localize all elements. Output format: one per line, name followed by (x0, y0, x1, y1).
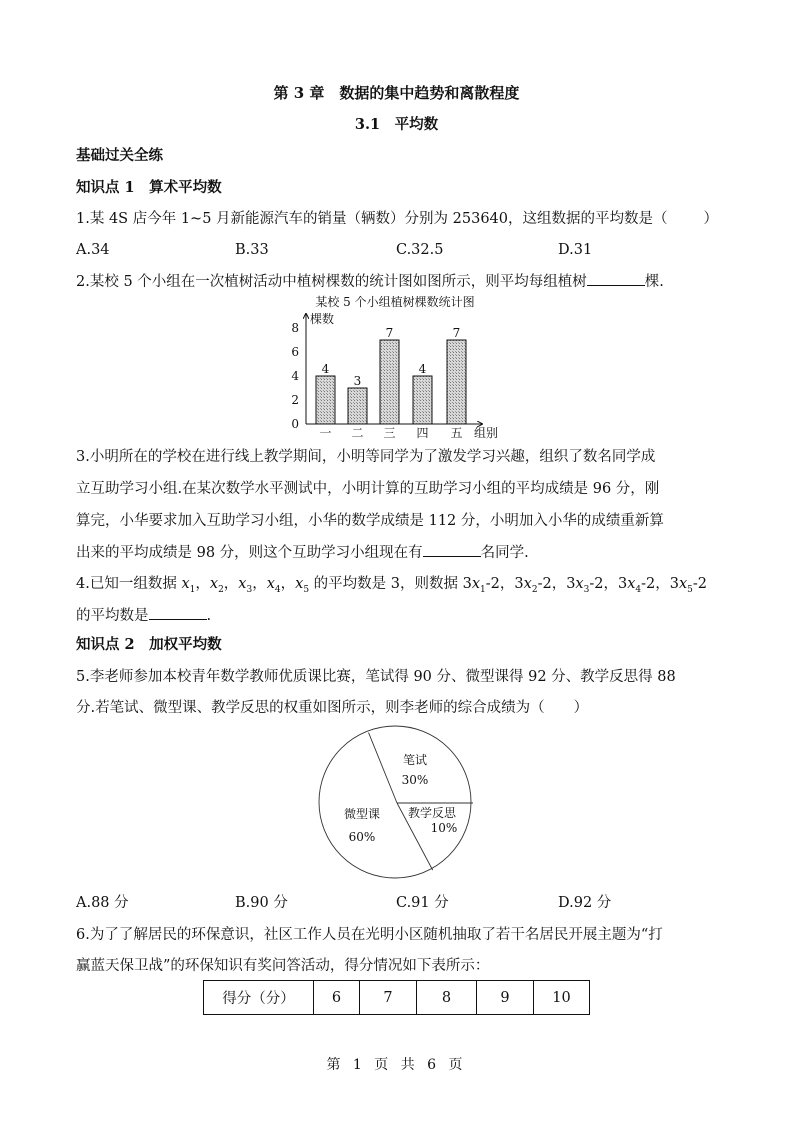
question-2 (76, 271, 664, 292)
question-1-close: ） (703, 211, 718, 227)
q4-variable: $x_2$ (209, 576, 224, 595)
q5-option-a: A.88 分 (76, 895, 129, 911)
q4-middle: 的平均数是 3，则数据 (313, 576, 459, 592)
question-3-line-3: 算完，小华要求加入互助学习小组，小华的数学成绩是 112 分，小明加入小华的成绩重新算 (76, 513, 664, 529)
bar (413, 376, 432, 424)
x-tick-label: 三 (383, 426, 396, 440)
question-6-line-1: 6.为了了解居民的环保意识，社区工作人员在光明小区随机抽取了若干名居民开展主题为“打 (76, 927, 663, 943)
question-3-text: 出来的平均成绩是 98 分，则这个互助学习小组现在有 (76, 545, 423, 561)
question-3-unit: 名同学. (480, 545, 529, 561)
y-tick-label: 2 (291, 393, 299, 407)
knowledge-point-2: 知识点 2 加权平均数 (76, 636, 222, 653)
x-tick-label: 一 (319, 426, 332, 440)
bar (380, 340, 399, 424)
knowledge-point-1: 知识点 1 算术平均数 (76, 179, 222, 196)
y-tick-label: 4 (291, 369, 299, 383)
table-cell: 8 (417, 981, 477, 1015)
bar (316, 376, 335, 424)
bar-data-label: 7 (452, 326, 461, 340)
question-3-line-1: 3.小明所在的学校在进行线上教学期间，小明等同学为了激发学习兴趣，组织了数名同学成 (76, 449, 656, 465)
chapter-title: 第 3 章 数据的集中趋势和离散程度 (273, 84, 520, 102)
section-heading: 基础过关全练 (76, 147, 163, 164)
q4-expression: $3x_2-2$ (514, 576, 552, 595)
pie-slice-percent: 30% (401, 773, 429, 787)
x-tick-label: 二 (351, 426, 364, 440)
question-6-line-2: 赢蓝天保卫战”的环保知识有奖问答活动，得分情况如下表所示： (76, 958, 490, 974)
y-tick-label: 6 (291, 345, 299, 359)
pie-slice-label: 教学反思 (407, 806, 457, 820)
answer-blank (423, 542, 481, 557)
q4-period: . (206, 608, 212, 624)
pie-slice-percent: 60% (348, 830, 376, 844)
table-cell: 6 (314, 981, 360, 1015)
q5-option-c: C.91 分 (396, 895, 449, 911)
x-tick-label: 五 (450, 426, 463, 440)
pie-slice-label: 微型课 (343, 807, 381, 821)
table-row (204, 981, 590, 1015)
q4-text: 的平均数是 (76, 608, 149, 624)
pie-chart (310, 720, 490, 885)
bar-data-label: 7 (385, 326, 394, 340)
answer-blank (587, 271, 645, 286)
question-1 (76, 209, 718, 229)
table-header-cell: 得分（分） (204, 981, 314, 1015)
bar (447, 340, 466, 424)
bar-data-label: 4 (321, 362, 330, 376)
bar-data-label: 3 (353, 374, 362, 388)
q4-expression: $3x_5-2$ (669, 576, 708, 595)
bar-chart-xlabel: 组别 (474, 426, 499, 440)
question-3-line-2: 立互助学习小组.在某次数学水平测试中，小明计算的互助学习小组的平均成绩是 96 分，刚 (76, 481, 660, 497)
question-3-line-4 (76, 542, 529, 563)
bar-chart-title: 某校 5 个小组植树棵数统计图 (315, 295, 475, 309)
q4-prefix: 4.已知一组数据 (76, 576, 177, 592)
q4-variables: $x_1$，$x_2$，$x_3$，$x_4$，$x_5$ (181, 576, 310, 595)
q4-variable: $x_1$ (181, 576, 196, 595)
question-5-line-1: 5.李老师参加本校青年数学教师优质课比赛，笔试得 90 分、微型课得 92 分、教学反思得 88 (76, 669, 676, 685)
bar-data-label: 4 (418, 362, 427, 376)
pie-outline (319, 726, 471, 878)
question-4-line-2 (76, 605, 211, 626)
section-title: 3.1 平均数 (354, 116, 439, 133)
bar-chart-ylabel: 棵数 (310, 312, 335, 326)
q4-variable: $x_5$ (295, 576, 310, 595)
q1-option-d: D.31 (558, 242, 593, 258)
q4-expressions: $3x_1-2$，$3x_2-2$，$3x_3-2$，$3x_4-2$，$3x_5-2$ (462, 576, 708, 595)
page-footer: 第 1 页 共 6 页 (326, 1057, 467, 1073)
question-4-line-1 (76, 574, 707, 600)
answer-blank (149, 605, 207, 620)
score-table (203, 980, 590, 1015)
table-cell: 7 (360, 981, 417, 1015)
q5-option-d: D.92 分 (558, 895, 612, 911)
q4-variable: $x_3$ (238, 576, 253, 595)
q4-expression: $3x_1-2$ (462, 576, 500, 595)
pie-slice-label: 笔试 (402, 753, 428, 767)
q1-option-b: B.33 (235, 242, 269, 258)
question-1-stem: 1.某 4S 店今年 1~5 月新能源汽车的销量（辆数）分别为 253640，这组数据的平均数是（ (76, 211, 668, 227)
q4-variable: $x_4$ (266, 576, 281, 595)
q1-option-c: C.32.5 (396, 242, 444, 258)
table-cell: 9 (477, 981, 534, 1015)
x-tick-label: 四 (416, 426, 429, 440)
pie-slice-percent: 10% (430, 821, 458, 835)
y-tick-label: 8 (291, 321, 299, 335)
question-2-unit: 棵. (644, 274, 664, 290)
q5-option-b: B.90 分 (235, 895, 288, 911)
bar-chart (270, 292, 510, 442)
question-2-text: 2.某校 5 个小组在一次植树活动中植树棵数的统计图如图所示，则平均每组植树 (76, 274, 587, 290)
y-tick-label: 0 (291, 417, 299, 431)
q1-option-a: A.34 (76, 242, 110, 258)
q4-expression: $3x_4-2$ (617, 576, 656, 595)
table-cell: 10 (534, 981, 590, 1015)
q4-expression: $3x_3-2$ (566, 576, 604, 595)
question-5-line-2: 分.若笔试、微型课、教学反思的权重如图所示，则李老师的综合成绩为（ ） (76, 700, 589, 716)
bar (348, 388, 367, 424)
